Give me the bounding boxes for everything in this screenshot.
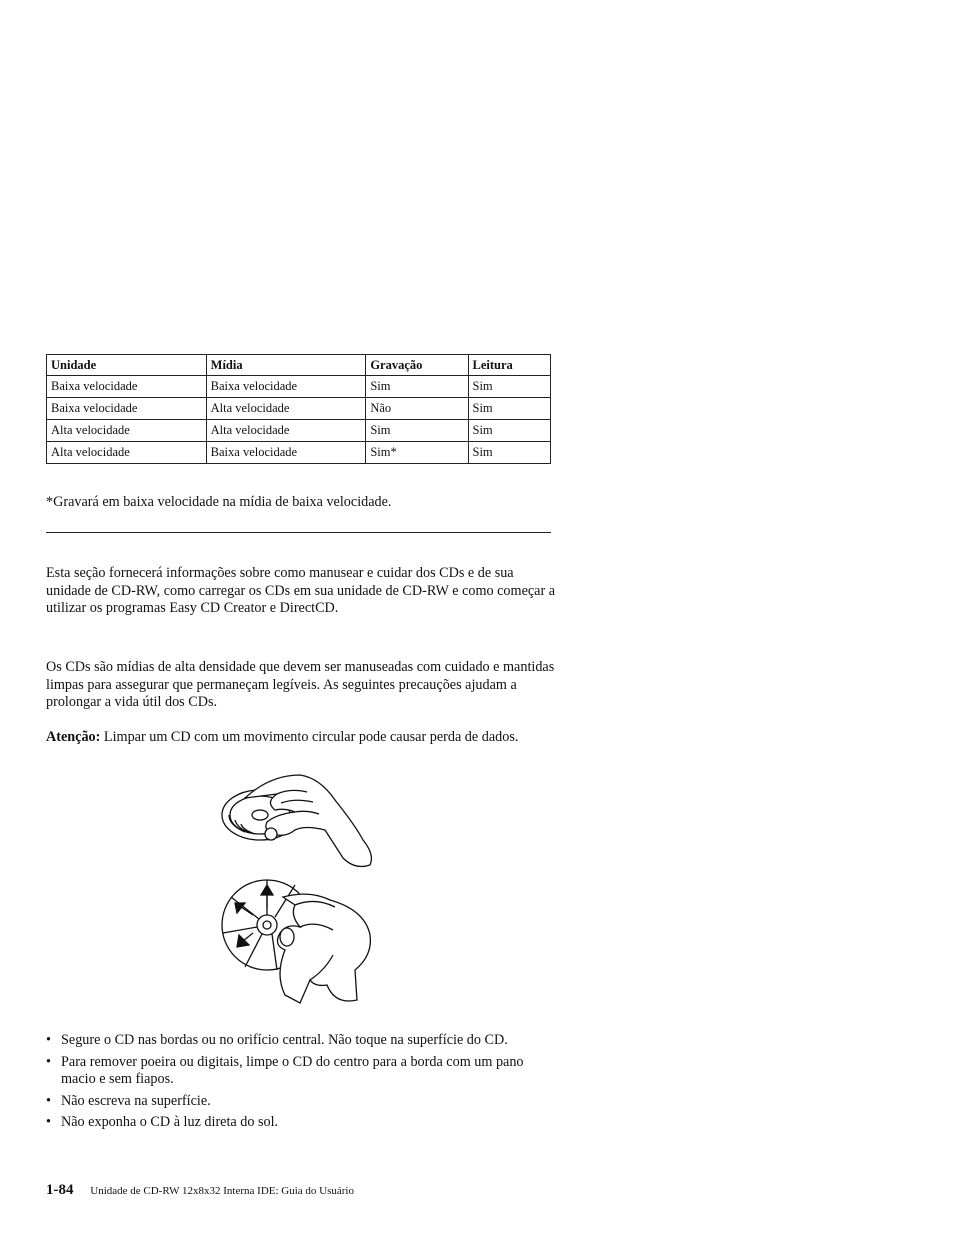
table-cell: Sim (366, 376, 468, 398)
table-cell: Sim (468, 376, 551, 398)
table-cell: Não (366, 398, 468, 420)
table-cell: Alta velocidade (206, 420, 366, 442)
table-row (47, 420, 551, 442)
table-cell: Sim (468, 442, 551, 464)
bullet-icon: • (46, 1053, 51, 1070)
attention-label: Atenção: (46, 729, 101, 745)
page-footer (46, 1182, 354, 1199)
attention-note (46, 729, 556, 747)
list-item: • Para remover poeira ou digitais, limpe o CD do centro para a borda com um pano macio e sem fiapos. (46, 1053, 524, 1087)
bullet-icon: • (46, 1032, 51, 1048)
table-cell: Sim* (366, 442, 468, 464)
header-leitura: Leitura (468, 355, 551, 376)
document-title: Unidade de CD-RW 12x8x32 Interna IDE: Guia do Usuário (90, 1185, 354, 1197)
cd-handling-illustration (215, 770, 385, 1010)
table-header-row (47, 355, 551, 376)
table-cell: Baixa velocidade (47, 376, 207, 398)
list-item: • Não escreva na superfície. (46, 1092, 211, 1109)
compatibility-table (46, 354, 551, 464)
page-number: 1-84 (46, 1182, 74, 1198)
intro-paragraph: Esta seção fornecerá informações sobre como manusear e cuidar dos CDs e de sua unidade de CD-RW, como carregar os CDs em sua unidade de CD-RW e como começar a utilizar os programas Easy CD Creator e DirectCD. (46, 565, 556, 616)
cd-wiping-drawing (222, 880, 370, 1003)
bullet-icon: • (46, 1092, 51, 1109)
attention-text: Limpar um CD com um movimento circular pode causar perda de dados. (103, 729, 519, 745)
header-unidade: Unidade (47, 355, 207, 376)
section-divider (46, 532, 551, 533)
cd-held-by-edge-drawing (222, 775, 371, 866)
table-cell: Baixa velocidade (47, 398, 207, 420)
header-midia: Mídia (206, 355, 366, 376)
table-cell: Sim (468, 398, 551, 420)
table-cell: Alta velocidade (47, 420, 207, 442)
table-cell: Baixa velocidade (206, 376, 366, 398)
bullet-icon: • (46, 1114, 51, 1130)
care-paragraph: Os CDs são mídias de alta densidade que devem ser manuseadas com cuidado e mantidas limpas para assegurar que permaneçam legíveis. As seguintes precauções ajudam a prolongar a vida útil dos CDs. (46, 659, 555, 710)
header-gravacao: Gravação (366, 355, 468, 376)
table-cell: Sim (366, 420, 468, 442)
table-row (47, 442, 551, 464)
table-cell: Baixa velocidade (206, 442, 366, 464)
table-cell: Sim (468, 420, 551, 442)
precautions-list (46, 1032, 556, 1136)
table-cell: Alta velocidade (206, 398, 366, 420)
list-item: • Não exponha o CD à luz direta do sol. (46, 1114, 279, 1130)
table-row (47, 398, 551, 420)
table-footnote: *Gravará em baixa velocidade na mídia de baixa velocidade. (46, 494, 392, 510)
table-row (47, 376, 551, 398)
table-cell: Alta velocidade (47, 442, 207, 464)
list-item: • Segure o CD nas bordas ou no orifício central. Não toque na superfície do CD. (46, 1032, 508, 1048)
